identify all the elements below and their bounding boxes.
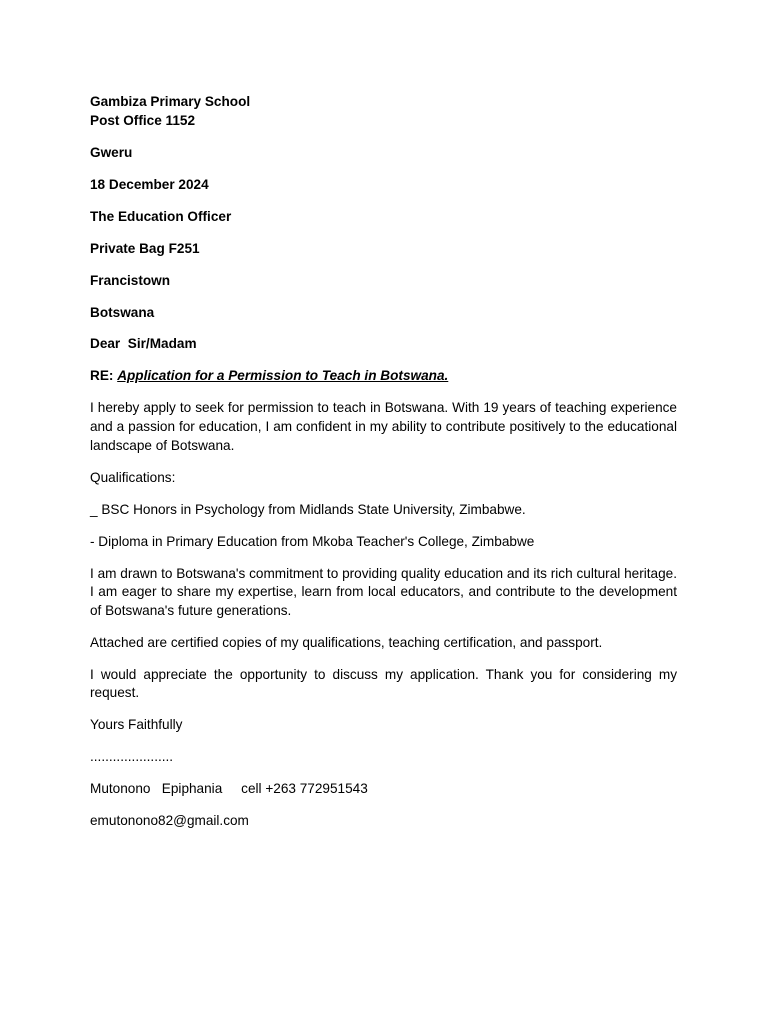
re-prefix: RE:	[90, 368, 118, 384]
recipient-bag: Private Bag F251	[90, 240, 200, 256]
sign-off: Yours Faithfully	[90, 717, 183, 733]
closing-request-paragraph: I would appreciate the opportunity to discuss my application. Thank you for considering my request.	[90, 666, 677, 701]
letter	[90, 93, 677, 844]
letter-date: 18 December 2024	[90, 176, 209, 192]
intro-paragraph: I hereby apply to seek for permission to teach in Botswana. With 19 years of teaching experience and a passion for education, I am confident in my ability to contribute positively to the educational landscape of Botswana.	[90, 400, 677, 453]
salutation: Dear Sir/Madam	[90, 336, 197, 352]
contact-email: emutonono82@gmail.com	[90, 813, 249, 829]
qualification-item: - Diploma in Primary Education from Mkoba Teacher's College, Zimbabwe	[90, 533, 535, 549]
motivation-paragraph: I am drawn to Botswana's commitment to providing quality education and its rich cultural heritage. I am eager to share my expertise, learn from local educators, and contribute to the development of Botswana's future generations.	[90, 565, 677, 618]
sender-school: Gambiza Primary School	[90, 94, 251, 109]
re-line	[90, 367, 677, 386]
signature-line: ......................	[90, 749, 174, 765]
recipient-city: Francistown	[90, 272, 171, 288]
qualifications-heading: Qualifications:	[90, 469, 176, 485]
sender-town: Gweru	[90, 144, 133, 160]
sender-post-office: Post Office 1152	[90, 112, 196, 128]
recipient-country: Botswana	[90, 304, 155, 320]
re-subject: Application for a Permission to Teach in Botswana.	[117, 368, 449, 384]
attachments-paragraph: Attached are certified copies of my qualifications, teaching certification, and passport.	[90, 634, 603, 650]
recipient-title: The Education Officer	[90, 208, 232, 224]
contact-name-cell: Mutonono Epiphania cell +263 772951543	[90, 781, 368, 797]
qualification-item: _ BSC Honors in Psychology from Midlands State University, Zimbabwe.	[90, 501, 526, 517]
